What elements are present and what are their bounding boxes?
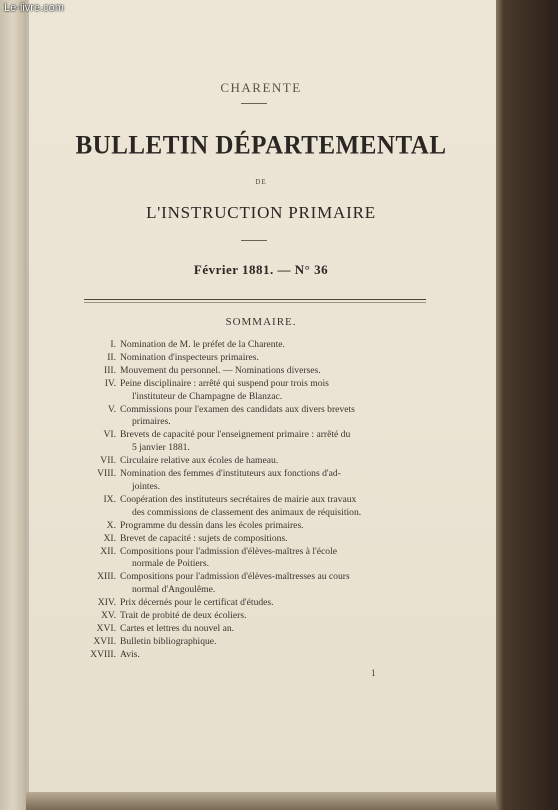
summary-item-number: III.	[104, 364, 116, 376]
summary-item-text	[120, 610, 432, 623]
summary-item-text	[120, 649, 432, 662]
title-connector: DE	[255, 178, 267, 186]
book-spine	[0, 0, 27, 810]
summary-item-line: Nomination d'inspecteurs primaires.	[120, 351, 259, 363]
summary-item-line: Prix décernés pour le certificat d'études.	[120, 597, 274, 609]
summary-item-line: Cartes et lettres du nouvel an.	[120, 622, 235, 634]
summary-item-line: Trait de probité de deux écoliers.	[120, 610, 247, 622]
summary-item-number: XIV.	[97, 597, 116, 609]
summary-item-line: Circulaire relative aux écoles de hameau.	[120, 455, 279, 467]
summary-item-line: Compositions pour l'admission d'élèves-maîtres à l'école	[120, 545, 338, 557]
page-crease	[26, 0, 29, 792]
summary-item-number: XVI.	[96, 622, 116, 634]
summary-list	[78, 339, 432, 662]
summary-item-text	[120, 468, 432, 494]
summary-item-line: l'instituteur de Champagne de Blanzac.	[132, 390, 283, 402]
summary-item-line: Brevet de capacité : sujets de compositions.	[120, 532, 288, 544]
summary-item-text	[120, 352, 432, 365]
summary-item	[78, 623, 432, 636]
summary-item	[78, 365, 432, 378]
summary-item-text	[120, 494, 432, 520]
summary-item-number: I.	[110, 339, 116, 350]
summary-item-number: VI.	[103, 429, 116, 441]
summary-item	[78, 494, 432, 520]
summary-item	[78, 352, 432, 365]
divider	[84, 299, 426, 300]
divider	[241, 103, 267, 104]
summary-item-number: V.	[107, 403, 116, 415]
bulletin-subtitle: L'INSTRUCTION PRIMAIRE	[146, 203, 376, 222]
summary-item	[78, 533, 432, 546]
summary-item-number: II.	[107, 351, 116, 363]
page-number: 1	[371, 668, 376, 678]
summary-item-line: Nomination de M. le préfet de la Charente.	[120, 339, 285, 350]
summary-item-line: Mouvement du personnel. — Nominations diverses.	[120, 364, 321, 376]
summary-item-number: IX.	[103, 493, 116, 505]
summary-item-number: XVII.	[93, 635, 116, 647]
summary-item-number: XVIII.	[90, 648, 116, 660]
summary-item	[78, 429, 432, 455]
summary-item-number: XIII.	[97, 571, 116, 583]
divider	[84, 302, 426, 303]
summary-item-text	[120, 636, 432, 649]
summary-item-line: Bulletin bibliographique.	[120, 635, 217, 647]
department-name: CHARENTE	[220, 80, 302, 95]
summary-item-line: normale de Poitiers.	[132, 558, 209, 570]
summary-item-line: Compositions pour l'admission d'élèves-maîtresses au cours	[120, 571, 350, 583]
summary-item-text	[120, 571, 432, 597]
issue-date: Février 1881. — N° 36	[193, 262, 329, 277]
summary-item-text	[120, 623, 432, 636]
summary-item-number: X.	[106, 519, 116, 531]
summary-item	[78, 571, 432, 597]
summary-item	[78, 468, 432, 494]
summary-item-line: des commissions de classement des animaux de réquisition.	[132, 506, 362, 518]
summary-item	[78, 610, 432, 623]
summary-item-text	[120, 455, 432, 468]
summary-item-number: VII.	[100, 455, 116, 467]
summary-item-line: jointes.	[132, 480, 160, 492]
summary-item-line: Commissions pour l'examen des candidats aux divers brevets	[120, 403, 355, 415]
summary-item-line: Coopération des instituteurs secrétaires de mairie aux travaux	[120, 493, 357, 505]
summary-item-line: 5 janvier 1881.	[132, 442, 190, 454]
divider	[241, 240, 267, 241]
summary-item-line: Programme du dessin dans les écoles primaires.	[120, 519, 304, 531]
summary-item-text	[120, 365, 432, 378]
summary-item	[78, 597, 432, 610]
summary-item-text	[120, 404, 432, 430]
summary-heading: SOMMAIRE.	[225, 316, 297, 328]
summary-item	[78, 546, 432, 572]
summary-item-text	[120, 378, 432, 404]
summary-item-text	[120, 429, 432, 455]
summary-item-line: Peine disciplinaire : arrêté qui suspend pour trois mois	[120, 377, 329, 389]
summary-item	[78, 378, 432, 404]
summary-item	[78, 520, 432, 533]
summary-item	[78, 339, 432, 352]
summary-item-line: Nomination des femmes d'instituteurs aux fonctions d'ad-	[120, 468, 341, 480]
page-edge-shadow	[496, 0, 558, 810]
page-bottom-edge	[26, 792, 496, 810]
summary-item-line: primaires.	[132, 416, 171, 428]
summary-item-text	[120, 520, 432, 533]
summary-item	[78, 404, 432, 430]
summary-item-number: XI.	[103, 532, 116, 544]
summary-item	[78, 649, 432, 662]
summary-item-text	[120, 533, 432, 546]
summary-item-number: IV.	[104, 377, 116, 389]
bulletin-title: BULLETIN DÉPARTEMENTAL	[75, 131, 447, 160]
summary-item-number: VIII.	[97, 468, 116, 480]
summary-item-text	[120, 546, 432, 572]
summary-item	[78, 636, 432, 649]
summary-item-line: normal d'Angoulême.	[132, 584, 216, 596]
summary-item-number: XII.	[100, 545, 116, 557]
summary-item-text	[120, 597, 432, 610]
summary-item	[78, 455, 432, 468]
summary-item-line: Avis.	[120, 648, 140, 660]
summary-item-line: Brevets de capacité pour l'enseignement primaire : arrêté du	[120, 429, 351, 441]
watermark: Le-livre.com	[4, 2, 64, 14]
summary-item-number: XV.	[100, 610, 116, 622]
summary-item-text	[120, 339, 432, 352]
